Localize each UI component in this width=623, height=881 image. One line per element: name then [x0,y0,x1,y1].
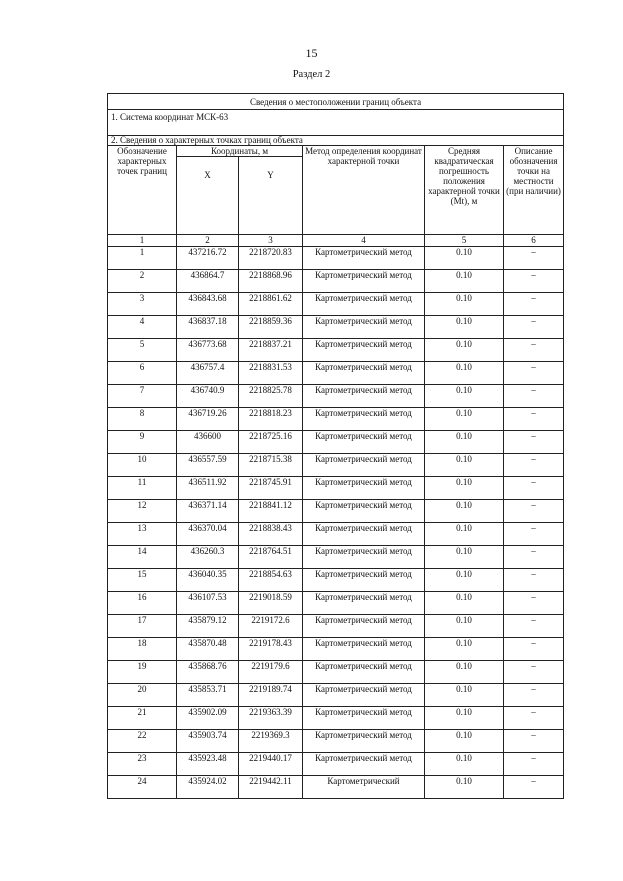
header-method: Метод определения координат характерной точки [303,146,425,235]
boundary-points-table [107,93,564,799]
error-value: 0.10 [425,270,504,293]
header-description: Описание обозначения точки на местности (при наличии) [504,146,564,235]
method-cell: Картометрический метод [303,500,425,523]
coord-y: 2219189.74 [239,684,303,707]
section-title: Раздел 2 [292,69,331,80]
description-cell: – [504,730,564,753]
method-cell: Картометрический метод [303,707,425,730]
method-cell: Картометрический метод [303,753,425,776]
column-number: 1 [108,235,177,247]
description-cell: – [504,385,564,408]
coord-x: 435853.71 [177,684,239,707]
description-cell: – [504,408,564,431]
error-value: 0.10 [425,362,504,385]
coord-x: 436719.26 [177,408,239,431]
point-number: 24 [108,776,177,799]
points-caption: 2. Сведения о характерных точках границ объекта [108,136,564,146]
coord-y: 2219442.11 [239,776,303,799]
point-number: 20 [108,684,177,707]
point-number: 11 [108,477,177,500]
description-cell: – [504,523,564,546]
column-number: 6 [504,235,564,247]
coord-y: 2218854.63 [239,569,303,592]
coord-x: 436600 [177,431,239,454]
error-value: 0.10 [425,730,504,753]
table-row [108,684,564,707]
table-row [108,339,564,362]
method-cell: Картометрический метод [303,247,425,270]
method-cell: Картометрический метод [303,454,425,477]
coord-x: 436107.53 [177,592,239,615]
point-number: 19 [108,661,177,684]
coord-y: 2218825.78 [239,385,303,408]
coord-x: 435902.09 [177,707,239,730]
coord-x: 436557.59 [177,454,239,477]
table-row [108,477,564,500]
table-row [108,776,564,799]
coord-x: 437216.72 [177,247,239,270]
coord-y: 2219440.17 [239,753,303,776]
coord-x: 436843.68 [177,293,239,316]
description-cell: – [504,270,564,293]
coord-x: 435868.76 [177,661,239,684]
coord-x: 436040.35 [177,569,239,592]
column-number: 4 [303,235,425,247]
point-number: 8 [108,408,177,431]
error-value: 0.10 [425,753,504,776]
error-value: 0.10 [425,638,504,661]
error-value: 0.10 [425,592,504,615]
description-cell: – [504,454,564,477]
coord-y: 2219369.3 [239,730,303,753]
header-x: X [177,157,239,235]
method-cell: Картометрический метод [303,293,425,316]
point-number: 10 [108,454,177,477]
error-value: 0.10 [425,247,504,270]
coord-y: 2218861.62 [239,293,303,316]
point-number: 7 [108,385,177,408]
coord-y: 2219179.6 [239,661,303,684]
coord-x: 436757.4 [177,362,239,385]
point-number: 2 [108,270,177,293]
error-value: 0.10 [425,454,504,477]
table-row [108,753,564,776]
coord-y: 2218745.91 [239,477,303,500]
description-cell: – [504,477,564,500]
table-row [108,661,564,684]
error-value: 0.10 [425,615,504,638]
coord-y: 2219172.6 [239,615,303,638]
column-number: 5 [425,235,504,247]
coord-y: 2218725.16 [239,431,303,454]
error-value: 0.10 [425,661,504,684]
point-number: 5 [108,339,177,362]
error-value: 0.10 [425,569,504,592]
coord-y: 2218720.83 [239,247,303,270]
error-value: 0.10 [425,546,504,569]
point-number: 12 [108,500,177,523]
method-cell: Картометрический метод [303,684,425,707]
method-cell: Картометрический метод [303,270,425,293]
error-value: 0.10 [425,385,504,408]
point-number: 22 [108,730,177,753]
method-cell: Картометрический метод [303,477,425,500]
header-error: Средняя квадратическая погрешность положения характерной точки (Mt), м [425,146,504,235]
description-cell: – [504,339,564,362]
coord-y: 2219018.59 [239,592,303,615]
method-cell: Картометрический метод [303,339,425,362]
point-number: 15 [108,569,177,592]
coord-x: 436370.04 [177,523,239,546]
coord-x: 436864.7 [177,270,239,293]
header-coordinates: Координаты, м [177,146,303,157]
table-row [108,385,564,408]
coord-x: 436371.14 [177,500,239,523]
error-value: 0.10 [425,431,504,454]
table-row [108,316,564,339]
coord-x: 435870.48 [177,638,239,661]
point-number: 3 [108,293,177,316]
error-value: 0.10 [425,408,504,431]
method-cell: Картометрический [303,776,425,799]
coord-x: 436511.92 [177,477,239,500]
description-cell: – [504,661,564,684]
coordinate-system: 1. Система координат МСК-63 [108,110,564,136]
method-cell: Картометрический метод [303,546,425,569]
coord-x: 436740.9 [177,385,239,408]
coord-x: 435924.02 [177,776,239,799]
table-row [108,707,564,730]
coord-x: 436773.68 [177,339,239,362]
point-number: 9 [108,431,177,454]
coord-y: 2218831.53 [239,362,303,385]
page-number: 15 [305,46,318,60]
point-number: 16 [108,592,177,615]
table-row [108,431,564,454]
error-value: 0.10 [425,523,504,546]
table-row [108,293,564,316]
table-row [108,362,564,385]
point-number: 6 [108,362,177,385]
method-cell: Картометрический метод [303,730,425,753]
coord-y: 2218859.36 [239,316,303,339]
table-row [108,638,564,661]
error-value: 0.10 [425,293,504,316]
table-row [108,615,564,638]
table-row [108,247,564,270]
coord-x: 436260.3 [177,546,239,569]
method-cell: Картометрический метод [303,408,425,431]
coord-x: 435923.48 [177,753,239,776]
point-number: 1 [108,247,177,270]
method-cell: Картометрический метод [303,523,425,546]
coord-y: 2218838.43 [239,523,303,546]
error-value: 0.10 [425,684,504,707]
column-number: 2 [177,235,239,247]
description-cell: – [504,776,564,799]
table-row [108,592,564,615]
method-cell: Картометрический метод [303,385,425,408]
point-number: 21 [108,707,177,730]
coord-x: 435879.12 [177,615,239,638]
method-cell: Картометрический метод [303,569,425,592]
table-row [108,270,564,293]
description-cell: – [504,293,564,316]
table-row [108,569,564,592]
table-row [108,500,564,523]
coord-y: 2219363.39 [239,707,303,730]
method-cell: Картометрический метод [303,362,425,385]
coord-y: 2219178.43 [239,638,303,661]
table-row [108,523,564,546]
point-number: 23 [108,753,177,776]
error-value: 0.10 [425,500,504,523]
description-cell: – [504,707,564,730]
coord-y: 2218818.23 [239,408,303,431]
description-cell: – [504,431,564,454]
method-cell: Картометрический метод [303,431,425,454]
point-number: 13 [108,523,177,546]
description-cell: – [504,592,564,615]
coord-y: 2218764.51 [239,546,303,569]
method-cell: Картометрический метод [303,638,425,661]
error-value: 0.10 [425,707,504,730]
coord-y: 2218715.38 [239,454,303,477]
description-cell: – [504,753,564,776]
coord-x: 436837.18 [177,316,239,339]
coord-y: 2218868.96 [239,270,303,293]
description-cell: – [504,500,564,523]
error-value: 0.10 [425,339,504,362]
point-number: 4 [108,316,177,339]
point-number: 14 [108,546,177,569]
coord-x: 435903.74 [177,730,239,753]
table-row [108,408,564,431]
description-cell: – [504,684,564,707]
description-cell: – [504,569,564,592]
table-row [108,730,564,753]
description-cell: – [504,615,564,638]
header-y: Y [239,157,303,235]
description-cell: – [504,362,564,385]
column-number: 3 [239,235,303,247]
description-cell: – [504,546,564,569]
error-value: 0.10 [425,477,504,500]
coord-y: 2218841.12 [239,500,303,523]
method-cell: Картометрический метод [303,661,425,684]
description-cell: – [504,638,564,661]
error-value: 0.10 [425,776,504,799]
error-value: 0.10 [425,316,504,339]
header-designation: Обозначение характерных точек границ [108,146,177,235]
method-cell: Картометрический метод [303,316,425,339]
description-cell: – [504,247,564,270]
point-number: 18 [108,638,177,661]
description-cell: – [504,316,564,339]
coord-y: 2218837.21 [239,339,303,362]
table-row [108,454,564,477]
method-cell: Картометрический метод [303,592,425,615]
method-cell: Картометрический метод [303,615,425,638]
point-number: 17 [108,615,177,638]
table-row [108,546,564,569]
table-title: Сведения о местоположении границ объекта [108,94,564,110]
